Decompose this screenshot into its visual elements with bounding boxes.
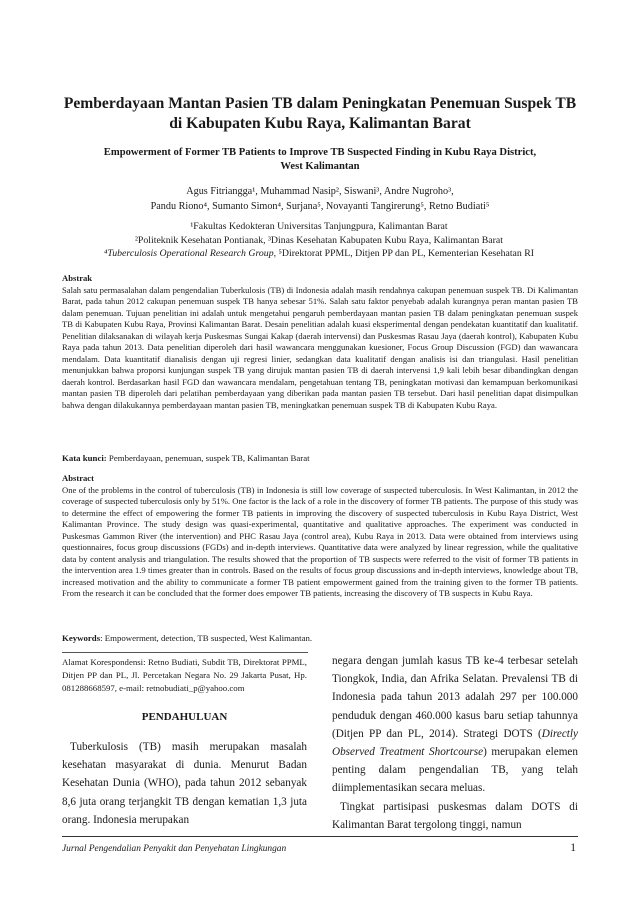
kata-kunci bbox=[62, 452, 578, 464]
page-number: 1 bbox=[570, 842, 576, 854]
intro-paragraph-2 bbox=[332, 652, 578, 798]
right-column-text bbox=[332, 652, 578, 834]
correspondence-address: Alamat Korespondensi: Retno Budiati, Subdit TB, Direktorat PPML, Ditjen PP dan PL, Jl. Percetakan Negara No. 29 Jakarta Pusat, Hp. 081288668597, e-mail: retnobudiati_p@yahoo.com bbox=[62, 657, 307, 693]
affiliation-line-3-italic: ⁴Tuberculosis Operational Research Group bbox=[103, 248, 274, 259]
correspondence-divider bbox=[62, 652, 308, 653]
kata-kunci-label: Kata kunci: bbox=[62, 453, 107, 463]
abstract-heading: Abstract bbox=[62, 473, 94, 483]
keywords-label: Keywords bbox=[62, 633, 101, 643]
paper-title: Pemberdayaan Mantan Pasien TB dalam Peningkatan Penemuan Suspek TB di Kabupaten Kubu Raya, Kalimantan Barat bbox=[63, 95, 577, 132]
intro-paragraph-2-italic: Directly Observed Treatment Shortcourse bbox=[332, 727, 578, 759]
affiliations bbox=[30, 220, 608, 261]
paper-subtitle: Empowerment of Former TB Patients to Improve TB Suspected Finding in Kubu Raya District, West Kalimantan bbox=[103, 147, 537, 172]
footer-divider bbox=[62, 836, 578, 837]
affiliation-line-3 bbox=[30, 247, 608, 261]
authors-line-2: Pandu Riono⁴, Sumanto Simon⁴, Surjana⁵, Novayanti Tangirerung⁵, Retno Budiati⁵ bbox=[150, 201, 490, 212]
abstrak-section bbox=[62, 273, 578, 412]
affiliation-line-2: ²Politeknik Kesehatan Pontianak, ³Dinas Kesehatan Kabupaten Kubu Raya, Kalimantan Barat bbox=[135, 234, 503, 246]
authors-line-1: Agus Fitriangga¹, Muhammad Nasip², Siswani³, Andre Nugroho³, bbox=[186, 186, 454, 197]
affiliation-line-1: ¹Fakultas Kedokteran Universitas Tanjungpura, Kalimantan Barat bbox=[190, 221, 448, 232]
intro-paragraph-2-after: ) merupakan elemen penting dalam pengendalian TB, yang telah diimplementasikan secara meluas. bbox=[332, 746, 578, 795]
author-list bbox=[62, 184, 578, 214]
abstrak-heading: Abstrak bbox=[62, 273, 93, 283]
intro-paragraph-1: Tuberkulosis (TB) masih merupakan masalah kesehatan masyarakat di dunia. Menurut Badan Kesehatan Dunia (WHO), pada tahun 2012 sebanyak 8,6 juta orang terjangkit TB dengan kematian 1,3 juta orang. Indonesia merupakan bbox=[62, 741, 307, 826]
intro-paragraph-2-before: negara dengan jumlah kasus TB ke-4 terbesar setelah Tiongkok, India, dan Afrika Selatan. Prevalensi TB di Indonesia pada tahun 2013 adalah 297 per 100.000 penduduk dengan 460.000 kasus baru setiap tahunnya (Ditjen PP dan PL, 2014). Strategi DOTS ( bbox=[332, 655, 578, 740]
keywords bbox=[62, 632, 578, 644]
journal-name: Jurnal Pengendalian Penyakit dan Penyehatan Lingkungan bbox=[62, 844, 287, 854]
keywords-value: : Empowerment, detection, TB suspected, West Kalimantan. bbox=[100, 633, 313, 643]
abstrak-body: Salah satu permasalahan dalam pengendalian Tuberkulosis (TB) di Indonesia adalah masih rendahnya cakupan penemuan suspek TB. Di Kalimantan Barat, pada tahun 2012 cakupan penemuan suspek TB hanya sebesar 51%. Salah satu faktor penyebab adalah kurangnya peran mantan pasien TB dalam penemuan. Tujuan penelitian ini adalah untuk mengetahui pengaruh pemberdayaan mantan pasien TB dalam peningkatan penemuan suspek TB di Kabupaten Kubu Raya, Provinsi Kalimantan Barat. Desain penelitian adalah kuasi eksperimental dengan pendekatan kuantitatif dan kualitatif. Penelitian dilaksanakan di wilayah kerja Puskesmas Sungai Kakap (daerah intervensi) dan Puskesmas Rasau Jaya (daerah kontrol), Kabupaten Kubu Raya pada tahun 2013. Data penelitian diperoleh dari hasil wawancara menggunakan kuesioner, Focus Group Discussion (FGD) dan wawancara mendalam. Data kuantitatif dianalisis dengan uji regresi linier, sedangkan data kualitatif dengan analisis isi dan triangulasi. Hasil penelitian menunjukkan bahwa proporsi kunjungan suspek TB yang dirujuk mantan pasien TB di daerah intervensi 1,9 kali lebih besar dibandingkan dengan daerah kontrol. Berdasarkan hasil FGD dan wawancara mendalam, pengetahuan tentang TB, peningkatan motivasi dan kemampuan berkomunikasi mantan pasien TB diperoleh dari pelatihan pemberdayaan yang diberikan pada mantan pasien TB tersebut. Dari hasil penelitian dapat disimpulkan bahwa dengan dilakukannya pemberdayaan mantan pasien TB, meningkatkan penemuan suspek TB di Kabupaten Kubu Raya. bbox=[62, 284, 578, 411]
kata-kunci-value: Pemberdayaan, penemuan, suspek TB, Kalimantan Barat bbox=[106, 453, 310, 463]
abstract-body: One of the problems in the control of tuberculosis (TB) in Indonesia is still low coverage of suspected tuberculosis. In West Kalimantan, in 2012 the coverage of suspected tuberculosis only by 51%. One factor is the lack of a role in the discovery of former TB patients. The purpose of this study was to determine the effect of empowering the former TB patients in improving the discovery of suspected tuberculosis in Kubu Raya District, West Kalimantan Province. The study design was quasi-experimental, quantitative and qualitative approaches. The experiment was conducted in Puskesmas Gammon River (the intervention) and PHC Rasau Jaya (control area), Kubu Raya in 2013. Data were obtained from interviews using questionnaires, focus group discussions (FGDs) and in-depth interviews. Quantitative data were analyzed by linear regression, while the qualitative data by content analysis and triangulation. The results showed that the proportion of TB suspects were referred to the visit of former TB patients in the intervention area 1.9 times greater than in controls. Based on the results of focus group discussions and in-depth interviews, knowledge about TB, increased motivation and the ability to communicate a former TB patient empowerment gained from the training given to the former TB patients. From the research it can be concluded that the former does empower TB patients, increasing the discovery of TB suspects in Kubu Raya. bbox=[62, 484, 578, 599]
left-column-text bbox=[62, 738, 307, 829]
intro-paragraph-3: Tingkat partisipasi puskesmas dalam DOTS di Kalimantan Barat tergolong tinggi, namun bbox=[332, 800, 578, 831]
affiliation-line-3-rest: , ⁵Direktorat PPML, Ditjen PP dan PL, Kementerian Kesehatan RI bbox=[273, 248, 535, 259]
section-heading: PENDAHULUAN bbox=[141, 711, 228, 723]
abstract-section bbox=[62, 473, 578, 600]
